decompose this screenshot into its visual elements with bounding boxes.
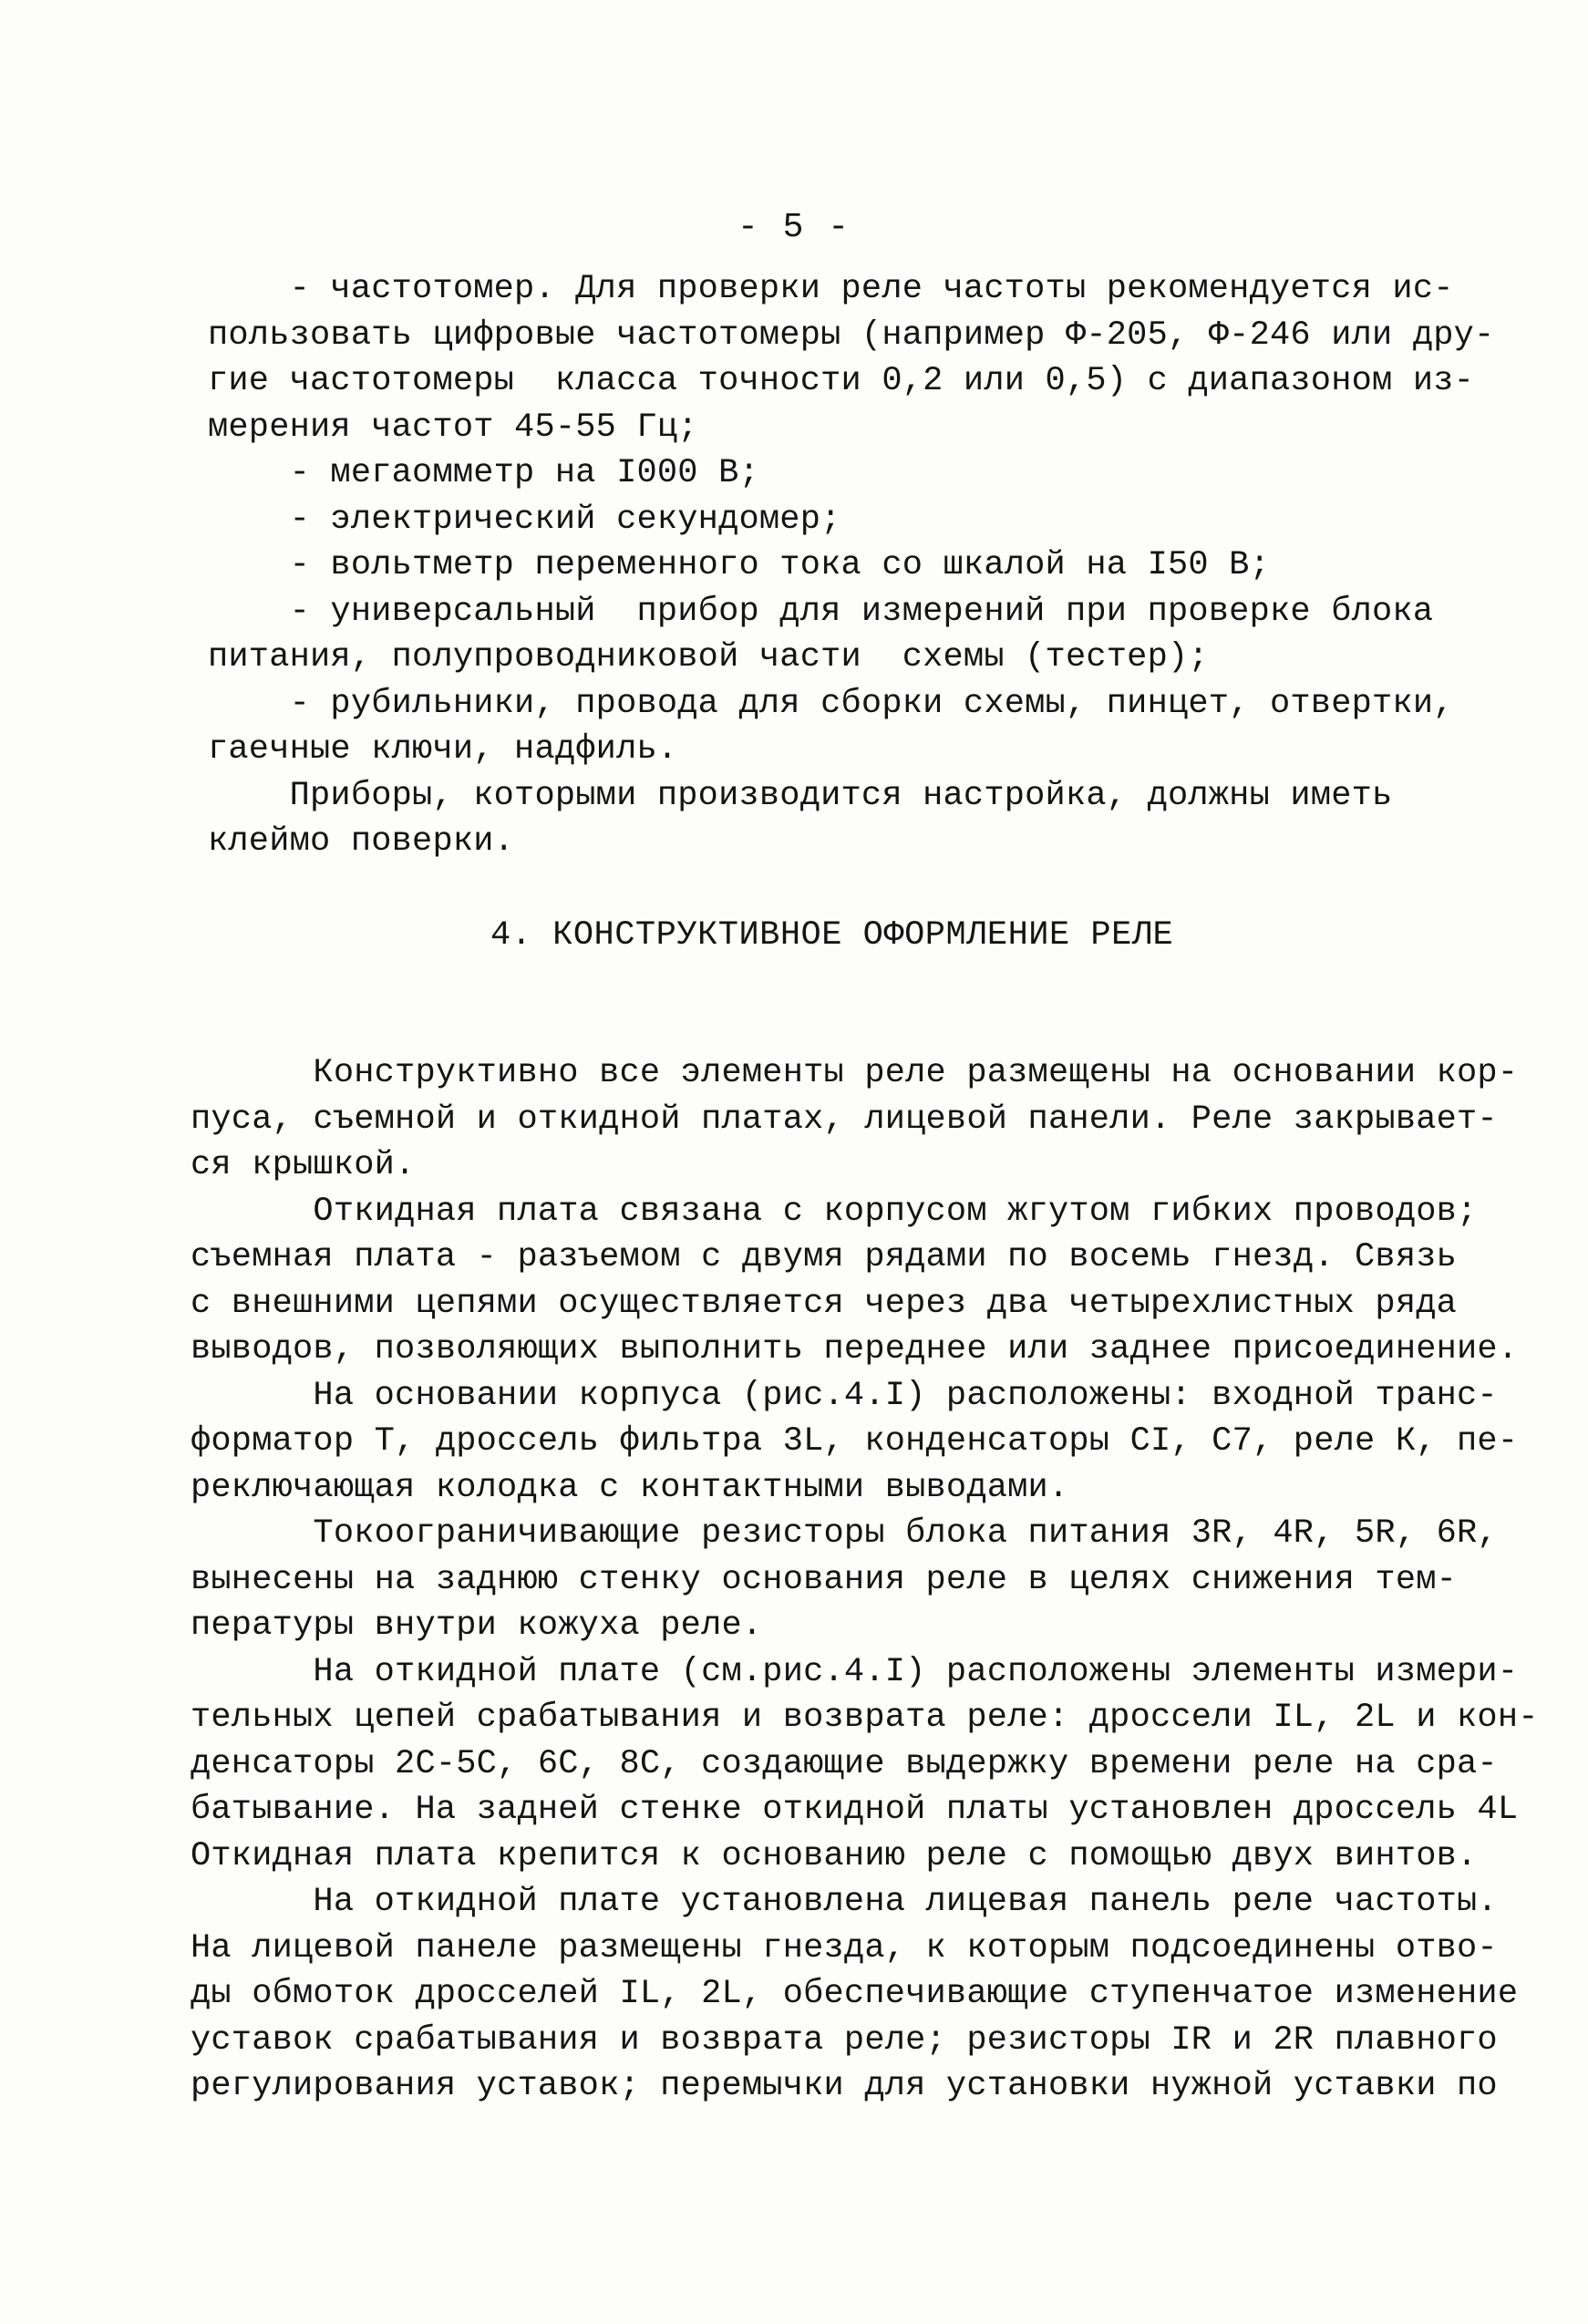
equipment-list-line: - вольтметр переменного тока со шкалой на I50 В; [208,546,1270,584]
equipment-list-line: Приборы, которыми производится настройка, должны иметь [208,776,1393,815]
design-description-line: Конструктивно все элементы реле размещены на основании кор- [191,1054,1519,1092]
equipment-list-line: - электрический секундомер; [208,500,841,539]
design-description-line: батывание. На задней стенке откидной платы установлен дроссель 4L [191,1791,1519,1829]
design-description-line: ся крышкой. [191,1146,416,1184]
design-description-line: ды обмоток дросселей IL, 2L, обеспечивающие ступенчатое изменение [191,1975,1519,2013]
design-description-line: Откидная плата крепится к основанию реле с помощью двух винтов. [191,1836,1478,1875]
design-description-line: тельных цепей срабатывания и возврата реле: дроссели IL, 2L и кон- [191,1699,1539,1737]
design-description-line: пературы внутри кожуха реле. [191,1606,763,1645]
equipment-list-line: - рубильники, провода для сборки схемы, пинцет, отвертки, [208,684,1454,723]
design-description-line: На откидной плате установлена лицевая панель реле частоты. [191,1883,1498,1921]
design-description-line: уставок срабатывания и возврата реле; резисторы IR и 2R плавного [191,2020,1498,2060]
equipment-list-line: питания, полупроводниковой части схемы (тестер); [208,638,1209,677]
design-description-line: выводов, позволяющих выполнить переднее или заднее присоединение. [191,1330,1519,1369]
section-heading: 4. КОНСТРУКТИВНОЕ ОФОРМЛЕНИЕ РЕЛЕ [490,916,1174,955]
design-description-line: съемная плата - разъемом с двумя рядами по восемь гнезд. Связь [191,1238,1458,1276]
equipment-list-line: - универсальный прибор для измерений при проверке блока [208,592,1434,631]
equipment-list-line: гие частотомеры класса точности 0,2 или 0,5) с диапазоном из- [208,362,1475,400]
page-number: - 5 - [737,208,851,247]
equipment-list-block [208,266,1494,865]
equipment-list-line: пользовать цифровые частотомеры (например Ф-205, Ф-246 или дру- [208,315,1495,355]
equipment-list-line: - мегаомметр на I000 В; [208,454,759,492]
design-description-line: вынесены на заднюю стенку основания реле в целях снижения тем- [191,1560,1458,1599]
design-description-line: Токоограничивающие резисторы блока питания 3R, 4R, 5R, 6R, [191,1514,1498,1553]
equipment-list-line: мерения частот 45-55 Гц; [208,408,698,447]
equipment-list-line: - частотомер. Для проверки реле частоты рекомендуется ис- [208,270,1454,308]
design-description-line: денсаторы 2C-5C, 6C, 8C, создающие выдержку времени реле на сра- [191,1744,1498,1783]
design-description-line: регулирования уставок; перемычки для установки нужной уставки по [191,2067,1498,2105]
design-description-line: пуса, съемной и откидной платах, лицевой панели. Реле закрывает- [191,1100,1498,1139]
design-description-block [191,1050,1539,2110]
equipment-list-line: клеймо поверки. [208,822,515,861]
design-description-line: реключающая колодка с контактными выводами. [191,1468,1069,1507]
design-description-line: форматор Т, дроссель фильтра 3L, конденсаторы CI, C7, реле К, пе- [191,1422,1519,1461]
design-description-line: Откидная плата связана с корпусом жгутом гибких проводов; [191,1192,1478,1231]
design-description-line: с внешними цепями осуществляется через два четырехлистных ряда [191,1284,1458,1323]
equipment-list-line: гаечные ключи, надфиль. [208,730,678,769]
design-description-line: На откидной плате (см.рис.4.I) расположены элементы измери- [191,1652,1519,1691]
design-description-line: На лицевой панеле размещены гнезда, к которым подсоединены отво- [191,1928,1498,1968]
design-description-line: На основании корпуса (рис.4.I) расположены: входной транс- [191,1376,1498,1415]
